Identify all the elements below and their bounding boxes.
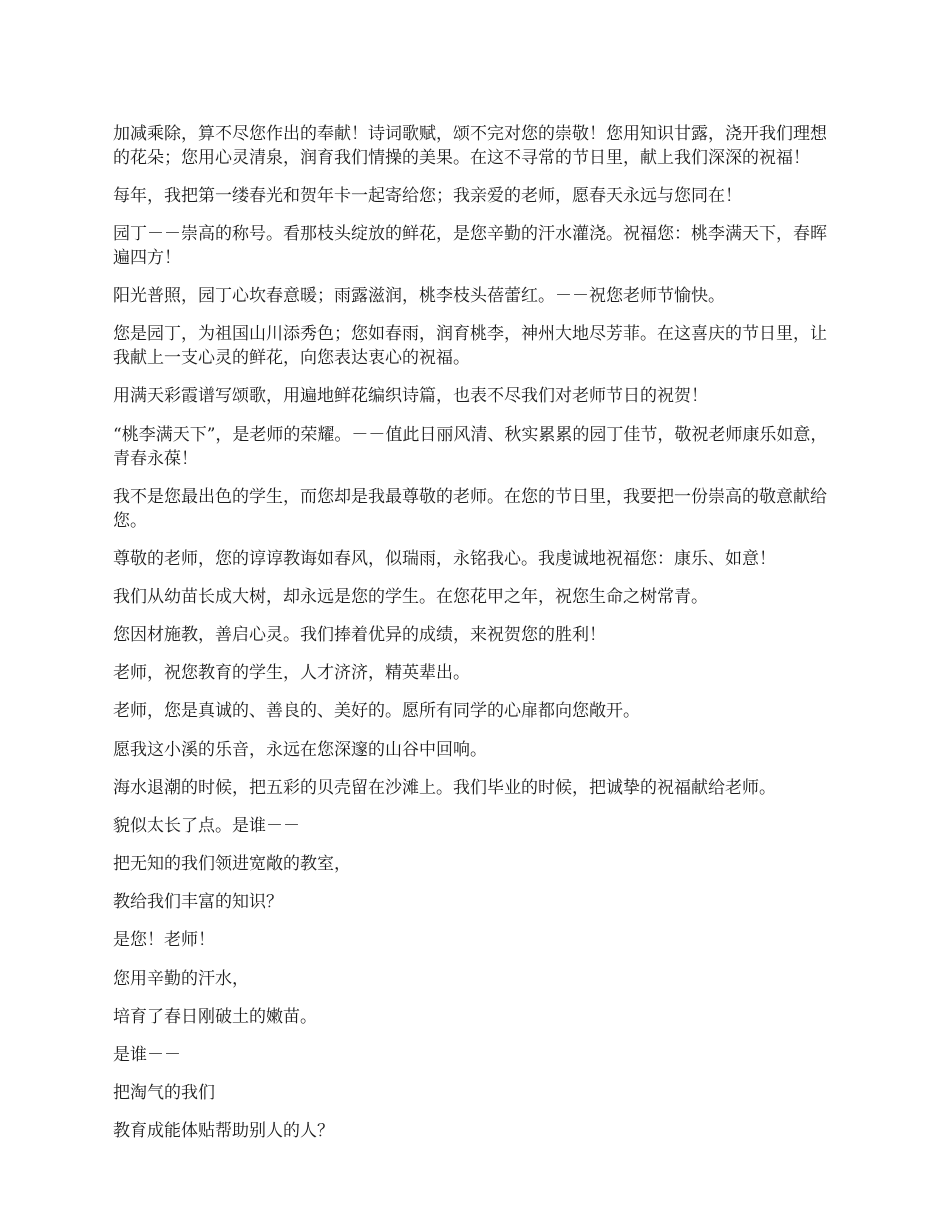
paragraph: 加减乘除，算不尽您作出的奉献！诗词歌赋，颂不完对您的崇敬！您用知识甘露，浇开我们理想的花朵；您用心灵清泉，润育我们情操的美果。在这不寻常的节日里，献上我们深深的祝福！ xyxy=(113,124,827,168)
paragraph: “桃李满天下”，是老师的荣耀。－－值此日丽风清、秋实累累的园丁佳节，敬祝老师康乐如意，青春永葆！ xyxy=(113,424,828,469)
paragraph: 用满天彩霞谱写颂歌，用遍地鲜花编织诗篇，也表不尽我们对老师节日的祝贺！ xyxy=(113,386,708,407)
poem-line: 把无知的我们领进宽敞的教室， xyxy=(113,854,351,875)
paragraph: 园丁－－崇高的称号。看那枝头绽放的鲜花，是您辛勤的汗水灌浇。祝福您：桃李满天下，春晖遍四方！ xyxy=(113,224,827,269)
paragraph: 海水退潮的时候，把五彩的贝壳留在沙滩上。我们毕业的时候，把诚挚的祝福献给老师。 xyxy=(113,777,776,798)
paragraph: 我们从幼苗长成大树，却永远是您的学生。在您花甲之年，祝您生命之树常青。 xyxy=(113,586,708,607)
paragraph: 阳光普照，园丁心坎春意暖；雨露滋润，桃李枝头蓓蕾红。－－祝您老师节愉快。 xyxy=(113,286,725,307)
poem-line: 是谁－－ xyxy=(113,1045,181,1065)
poem-line: 是您！老师！ xyxy=(113,930,215,951)
paragraph: 老师，您是真诚的、善良的、美好的。愿所有同学的心扉都向您敞开。 xyxy=(113,701,640,722)
paragraph: 我不是您最出色的学生，而您却是我最尊敬的老师。在您的节日里，我要把一份崇高的敬意献给您。 xyxy=(113,486,827,531)
paragraph: 老师，祝您教育的学生，人才济济，精英辈出。 xyxy=(113,663,470,684)
poem-line: 您用辛勤的汗水， xyxy=(113,968,249,989)
poem-line: 教给我们丰富的知识？ xyxy=(113,892,283,913)
document-body xyxy=(113,122,843,1158)
poem-line: 貌似太长了点。是谁－－ xyxy=(113,815,300,836)
paragraph: 您是园丁，为祖国山川添秀色；您如春雨，润育桃李，神州大地尽芳菲。在这喜庆的节日里，让我献上一支心灵的鲜花，向您表达衷心的祝福。 xyxy=(113,324,827,369)
paragraph: 愿我这小溪的乐音，永远在您深邃的山谷中回响。 xyxy=(113,739,487,760)
paragraph: 尊敬的老师，您的谆谆教诲如春风，似瑞雨，永铭我心。我虔诚地祝福您：康乐、如意！ xyxy=(113,548,776,569)
paragraph: 每年，我把第一缕春光和贺年卡一起寄给您；我亲爱的老师，愿春天永远与您同在！ xyxy=(113,186,742,206)
paragraph: 您因材施教，善启心灵。我们捧着优异的成绩，来祝贺您的胜利！ xyxy=(113,624,606,645)
poem-line: 教育成能体贴帮助别人的人？ xyxy=(113,1121,334,1142)
poem-line: 把淘气的我们 xyxy=(113,1083,215,1104)
poem-line: 培育了春日刚破土的嫩苗。 xyxy=(113,1006,317,1027)
